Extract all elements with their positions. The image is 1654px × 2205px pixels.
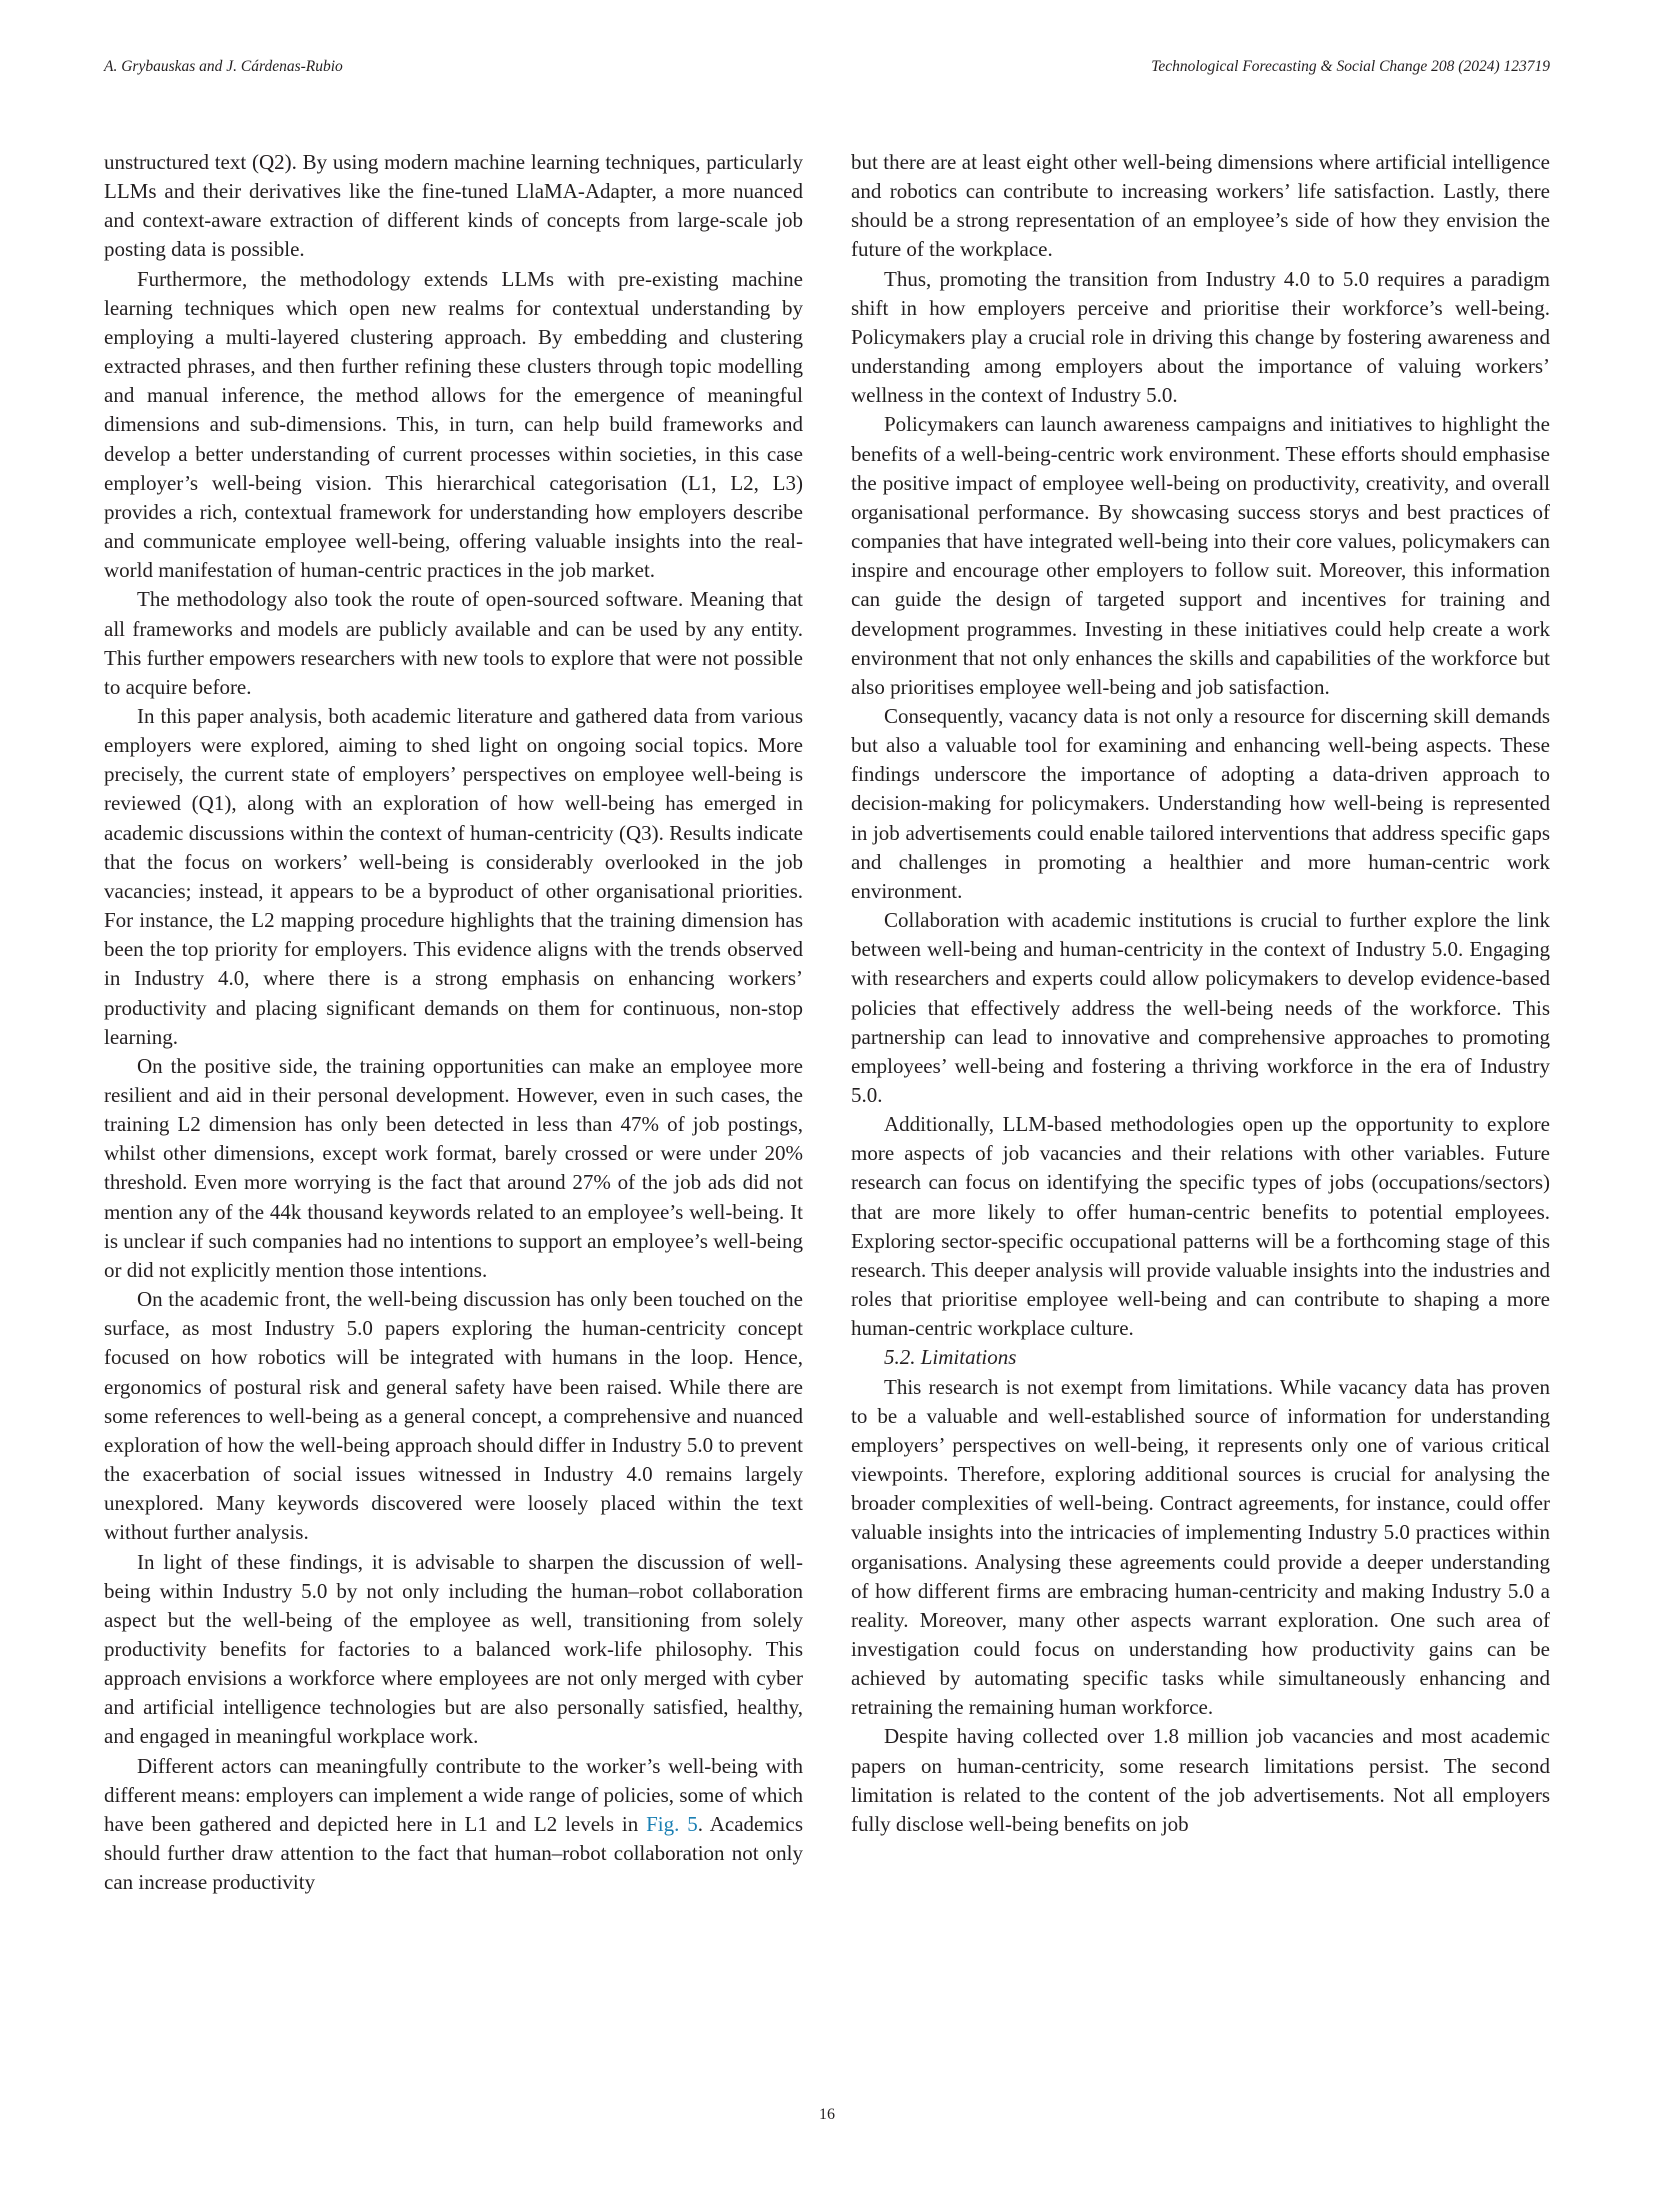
paragraph-text: . Academics should further draw attention to the fact that human–robot collaboration not only can increase productivity <box>104 1811 803 1895</box>
paragraph: In light of these findings, it is advisable to sharpen the discussion of well-being within Industry 5.0 by not only including the human–robot collaboration aspect but the well-being of the employee as well, transitioning from solely productivity benefits for factories to a balanced work-life philosophy. This approach envisions a workforce where employees are not only merged with cyber and artificial intelligence technologies but are also personally satisfied, healthy, and engaged in meaningful workplace work. <box>104 1549 803 1749</box>
paragraph: Furthermore, the methodology extends LLMs with pre-existing machine learning techniques which open new realms for contextual understanding by employing a multi-layered clustering approach. By embedding and clustering extracted phrases, and then further refining these clusters through topic modelling and manual inference, the method allows for the emergence of meaningful dimensions and sub-dimensions. This, in turn, can help build frameworks and develop a better understanding of current processes within societies, in this case employer’s well-being vision. This hierarchical categorisation (L1, L2, L3) provides a rich, contextual framework for understanding how employers describe and communicate employee well-being, offering valuable insights into the real-world manifestation of human-centric practices in the job market. <box>104 266 803 583</box>
page-number: 16 <box>819 2106 835 2123</box>
paragraph: On the positive side, the training opportunities can make an employee more resilient and aid in their personal development. However, even in such cases, the training L2 dimension has only been detected in less than 47% of job postings, whilst other dimensions, except work format, barely crossed or were under 20% threshold. Even more worrying is the fact that around 27% of the job ads did not mention any of the 44k thousand keywords related to an employee’s well-being. It is unclear if such companies had no intentions to support an employee’s well-being or did not explicitly mention those intentions. <box>104 1053 803 1282</box>
header-authors: A. Grybauskas and J. Cárdenas-Rubio <box>104 58 343 75</box>
right-column <box>851 148 1550 1839</box>
paragraph: but there are at least eight other well-being dimensions where artificial intelligence and robotics can contribute to increasing workers’ life satisfaction. Lastly, there should be a strong representation of an employee’s side of how they envision the future of the workplace. <box>851 150 1550 262</box>
paragraph: Policymakers can launch awareness campaigns and initiatives to highlight the benefits of a well-being-centric work environment. These efforts should emphasise the positive impact of employee well-being on productivity, creativity, and overall organisational performance. By showcasing success storys and best practices of companies that have integrated well-being into their core values, policymakers can inspire and encourage other employers to follow suit. Moreover, this information can guide the design of targeted support and incentives for training and development programmes. Investing in these initiatives could help create a work environment that not only enhances the skills and capabilities of the workforce but also prioritises employee well-being and job satisfaction. <box>851 412 1550 699</box>
paragraph: The methodology also took the route of open-sourced software. Meaning that all frameworks and models are publicly available and can be used by any entity. This further empowers researchers with new tools to explore that were not possible to acquire before. <box>104 587 803 699</box>
header-journal: Technological Forecasting & Social Change 208 (2024) 123719 <box>1151 58 1550 75</box>
paragraph: Consequently, vacancy data is not only a resource for discerning skill demands but also a valuable tool for examining and enhancing well-being aspects. These findings underscore the importance of adopting a data-driven approach to decision-making for policymakers. Understanding how well-being is represented in job advertisements could enable tailored interventions that address specific gaps and challenges in promoting a healthier and more human-centric work environment. <box>851 703 1550 903</box>
left-column <box>104 148 803 1897</box>
paragraph: Thus, promoting the transition from Industry 4.0 to 5.0 requires a paradigm shift in how employers perceive and prioritise their workforce’s well-being. Policymakers play a crucial role in driving this change by fostering awareness and understanding among employers about the importance of valuing workers’ wellness in the context of Industry 5.0. <box>851 266 1550 408</box>
section-heading: 5.2. Limitations <box>884 1345 1017 1370</box>
paragraph: On the academic front, the well-being discussion has only been touched on the surface, as most Industry 5.0 papers exploring the human-centricity concept focused on how robotics will be integrated with humans in the loop. Hence, ergonomics of postural risk and general safety have been raised. While there are some references to well-being as a general concept, a comprehensive and nuanced exploration of how the well-being approach should differ in Industry 5.0 to prevent the exacerbation of social issues witnessed in Industry 4.0 remains largely unexplored. Many keywords discovered were loosely placed within the text without further analysis. <box>104 1287 803 1545</box>
paragraph <box>104 1752 803 1898</box>
paragraph: Collaboration with academic institutions is crucial to further explore the link between well-being and human-centricity in the context of Industry 5.0. Engaging with researchers and experts could allow policymakers to develop evidence-based policies that effectively address the well-being needs of the workforce. This partnership can lead to innovative and comprehensive approaches to promoting employees’ well-being and fostering a thriving workforce in the era of Industry 5.0. <box>851 908 1550 1107</box>
figure-5-link[interactable]: Fig. 5 <box>646 1811 698 1836</box>
paragraph: This research is not exempt from limitations. While vacancy data has proven to be a valuable and well-established source of information for understanding employers’ perspectives on well-being, it represents only one of various critical viewpoints. Therefore, exploring additional sources is crucial for analysing the broader complexities of well-being. Contract agreements, for instance, could offer valuable insights into the intricacies of implementing Industry 5.0 practices within organisations. Analysing these agreements could provide a deeper understanding of how different firms are embracing human-centricity and making Industry 5.0 a reality. Moreover, many other aspects warrant exploration. One such area of investigation could focus on understanding how productivity gains can be achieved by automating specific tasks while simultaneously enhancing and retraining the remaining human workforce. <box>851 1374 1550 1720</box>
paragraph: Additionally, LLM-based methodologies open up the opportunity to explore more aspects of job vacancies and their relations with other variables. Future research can focus on identifying the specific types of jobs (occupations/sectors) that are more likely to offer human-centric benefits to potential employees. Exploring sector-specific occupational patterns will be a forthcoming stage of this research. This deeper analysis will provide valuable insights into the industries and roles that prioritise employee well-being and can contribute to shaping a more human-centric workplace culture. <box>851 1112 1550 1341</box>
paragraph-text: Different actors can meaningfully contribute to the worker’s well-being with different means: employers can implement a wide range of policies, some of which have been gathered and depicted here in L1 and L2 levels in <box>104 1753 803 1836</box>
paragraph: unstructured text (Q2). By using modern machine learning techniques, particularly LLMs and their derivatives like the fine-tuned LlaMA-Adapter, a more nuanced and context-aware extraction of different kinds of concepts from large-scale job posting data is possible. <box>104 150 803 262</box>
paragraph: In this paper analysis, both academic literature and gathered data from various employers were explored, aiming to shed light on ongoing social topics. More precisely, the current state of employers’ perspectives on employee well-being is reviewed (Q1), along with an exploration of how well-being has emerged in academic discussions within the context of human-centricity (Q3). Results indicate that the focus on workers’ well-being is considerably overlooked in the job vacancies; instead, it appears to be a byproduct of other organisational priorities. For instance, the L2 mapping procedure highlights that the training dimension has been the top priority for employers. This evidence aligns with the trends observed in Industry 4.0, where there is a strong emphasis on enhancing workers’ productivity and placing significant demands on them for continuous, non-stop learning. <box>104 703 803 1049</box>
running-header <box>104 58 1550 82</box>
paragraph: Despite having collected over 1.8 million job vacancies and most academic papers on human-centricity, some research limitations persist. The second limitation is related to the content of the job advertisements. Not all employers fully disclose well-being benefits on job <box>851 1724 1550 1836</box>
